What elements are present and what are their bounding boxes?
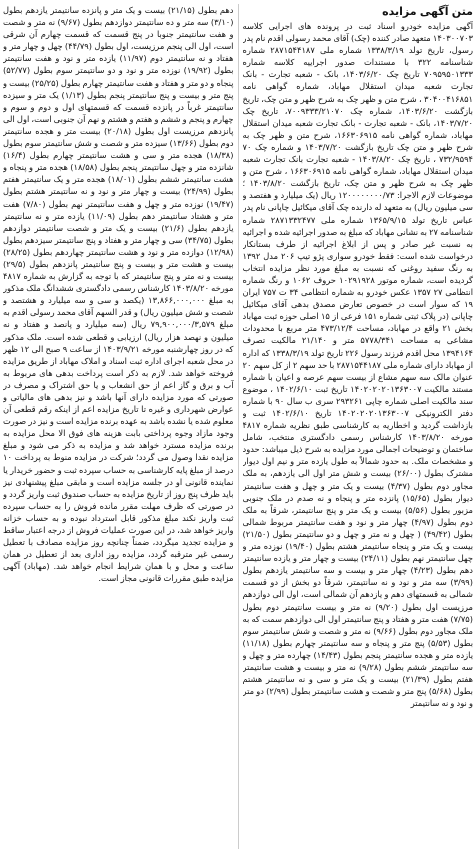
left-column <box>3 4 234 849</box>
left-column-text: دهم بطول (۲۱/۱۵) بیست و یک متر و پانزده سانتیمتر یازدهم بطول (۳/۱۰) سه متر و ده سانتیمتر دوازدهم بطول (۹/۶۷) نه متر و شصت و هفت سانتیمتر جنوبا در پنج قسمت که قسمت چهارم آن شرقی است، اول الی پنجم مرزیست، اول بطول (۴۴/۷۹) چهل و چهار متر و هفتاد و نه سانتیمتر دوم (۱۱/۹۷) یازده متر و نود و هفت سانتیمتر بطول (۱۹/۹۲) نوزده متر و نود و دو سانتیمتر سوم بطول (۵۲/۷۷) پنجاه و دو متر و هفتاد و هفت سانتیمتر چهارم بطول (۲۵/۲۵) بیست و پنج متر و بیست و پنج سانتیمتر پنجم بطول (۱/۱۳) یک متر و سیزده سانتیمتر غرباً در پانزده قسمت که قسمتهای اول و دوم و سوم و چهارم و پنجم و ششم و هفتم و هشتم و نهم آن جنوبی است، اول الی پانزدهم مرزیست اول بطول (۲۰/۱۸) بیست متر و هجده سانتیمتر دوم بطول (۱۳/۶۶) سیزده متر و شصت و شش سانتیمتر سوم بطول (۱۸/۳۸) هجده متر و سی و هشت سانتیمتر چهارم بطول (۱۶/۴) شانزده متر و چهل سانتیمتر پنجم بطول (۱۸/۵۸) هجده متر و پنجاه و هشت سانتیمتر ششم بطول (۱۸/۰۱) هجده متر و یک سانتیمتر هفتم بطول (۲۴/۹۹) بیست و چهار متر و نود و نه سانتیمتر هشتم بطول (۱۹/۴۷) نوزده متر و چهل و هفت سانتیمتر نهم بطول (۷/۸۰) هفت متر و هشتاد سانتیمتر دهم بطول (۱۱/۰۹) یازده متر و نه سانتیمتر یازدهم بطول (۲۱/۶) بیست و یک متر و شصت سانتیمتر دوازدهم بطول (۳۴/۷۵) سی و چهار متر و هفتاد و پنج سانتیمتر سیزدهم بطول (۱۲/۹۸) دوازده متر و نود و هشت سانتیمتر چهاردهم بطول (۲۸/۲۵) بیست و هشت متر و بیست و پنج سانتیمتر پانزدهم بطول (۲۹/۵) بیست و نه متر و پنج سانتیمتر که با توجه به گزارش به شماره ۴۸۱۷ مورخه ۱۴۰۳/۸/۲۰ کارشناس رسمی دادگستری ششدانگ ملک مذکور به مبلغ ۱۳,۸۶۶,۰۰۰,۰۰۰ (یکصد و سی و سه میلیارد و هشتصد و شصت و شش میلیون ریال) و قدر السهم آقای محمد رسولی اقدم به مبلغ ۷۹,۹۰۰,۰۰۰/۳,۵۷۹ ریال (سه میلیارد و پانصد و هفتاد و نه میلیون و نهصد هزار ریال) ارزیابی و قطعی شده است. ملک مذکور که در روز چهارشنبه مورخه ۱۴۰۳/۹/۲۱ از ساعت ۹ صبح الی ۱۲ ظهر در محل شعبه اجرای اداره ثبت اسناد و املاک مهاباد از طریق مزایده فروخته خواهد شد. لازم به ذکر است پرداخت بدهی های مربوط به آب و برق و گاز اعم از حق انشعاب و یا حق اشتراک و مصرف در صورتی که مورد مزایده دارای آنها باشد و نیز بدهی های مالیاتی و عوارض شهرداری و غیره تا تاریخ مزایده اعم از اینکه رقم قطعی آن معلوم شده یا نشده باشد به عهده برنده مزایده است و نیز در صورت وجود مازاد وجوه پرداختی بابت هزینه های فوق الا محل مزایده به برنده مزایده مسترد خواهد شد و مزایده به ذکر می شود و مبلغ مزایده نقدا وصول می گردد؛ شرکت در مزایده منوط به پرداخت ۱۰ درصد از مبلغ پایه کارشناسی به حساب سپرده ثبت و حضور خریدار یا نماینده قانونی او در جلسه مزایده است و مابقی مبلغ پیشنهادی نیز باید ظرف پنج روز از تاریخ مزایده به حساب صندوق ثبت واریز گردد و در صورتی که ظرف مهلت مقرر مانده فروش را به حساب سپرده ثبت واریز نکند مبلغ مذکور قابل استرداد نبوده و به حساب خزانه واریز خواهد شد، در این صورت عملیات فروش از درجه اعتبار ساقط و مزایده تجدید میگردد، ضمناً چنانچه روز مزایده مصادف با تعطیل رسمی غیر مترقبه گردد، مزایده روز اداری بعد از تعطیل در همان ساعت و محل و با همان شرایط انجام خواهد شد. (مهاباد) آگهی مزایده طبق مقررات قانونی مجاز است. <box>3 5 234 584</box>
right-column-text: آگهی مزایده خودرو اسناد ثبت در پرونده های اجرایی کلاسه ۱۴۰۳۰۰۷۰۳ متعهد صادر کننده (چک) آقای محمد رسولی اقدم نام پدر رسول، تاریخ تولد ۱۳۳۸/۳/۱۹ شماره ملی ۲۸۷۱۵۴۴۱۸۷ شماره شناسنامه ۳۲۲ با مستندات صدور اجراییه کلاسه شماره ۷۰۹۵۹۵۰۱۳۳۳ تاریخ چک ۱۴۰۳/۶/۲۰، بانک - شعبه تجارت - بانک تجارت شعبه میدان استقلال مهاباد، شماره گواهی نامه ۳۰۴۰۰۴۱۶۸۵۱ ، شرح متن و ظهر چک به شرح ظهر و متن چک، تاریخ بازگشت ۱۴۰۳/۶/۲۰، شماره چک ۷۰۰۹۳۳۳/۲۱۰۷۰، تاریخ چک ۱۴۰۳/۷/۲۰، بانک - شعبه تجارت - بانک تجارت شعبه میدان استقلال مهاباد، شماره گواهی نامه ۱۶۶۳۰۶۹۱۵، شرح متن و ظهر چک به شرح ظهر و متن چک تاریخ بازگشت ۱۴۰۳/۷/۲۰ و شماره چک ۷۰ ۷۳۲/۹۵۹۴ ، تاریخ چک ۱۴۰۳/۸/۲۰ - شعبه تجارت بانک تجارت شعبه میدان استقلال مهاباد، شماره گواهی نامه ۱۶۶۳۰۶۹۱۵ ، شرح متن و ظهر چک به شرح ظهر و متن چک، تاریخ بازگشت ۱۴۰۳/۸/۲۰ ؛ موضوعات لازم الاجرا: ۱۲۰۰۰۰۰۰۰۰/۷۳ ریال (یک میلیارد و هفتصد و سی میلیون ریال) به متعهد له دارنده چک آقای میکائیل چاپانی نام پدر عباس تاریخ تولد ۱۳۶۵/۹/۱۵ شماره ملی ۲۸۷۱۳۳۲۴۷۷ شماره شناسنامه ۲۷ به نشانی مهاباد که مبلغ به صدور اجرائیه شده و اجرائیه به نسبت غیر صادر و پس از ابلاغ اجرائیه از طرف بستانکار درخواست شده است: فقط خودرو سواری پژو تیپ ۲۰۶ مدل ۱۳۹۲ به رنگ سفید روغنی که نسبت به مبلغ مورد نظر مزایده انتخاب گردیده است، شماره موتور ۱۰۲۹۱۹۲۸ حروف ۱۰۶۲ و رنگ شماره انتظامی ۲۷ ۱۳۵۷ عکس خودرو به شماره انتظامی ۳۴ ت ۷۵۷ ایران ۱۹ که سوار است در خصوص تعارض مصدق بدهی آقای میکائیل چاپانی (در پلاک ثبتی شماره ۱۵۱ فرعی از ۱۵ اصلی حوزه ثبت مهاباد بخش ۲۱ واقع در مهاباد، مساحت ۴۷۳/۱۲/۴ متر مربع با محدودات مشاعی به مساحت ۵۷۷۸/۳۴۱ متر و ۲۱/۱۴۰ مالکیت تصرف ۱۳۹۴۱۶۴ محل اقدم فرزند رسول ۲۲۶ تاریخ تولد ۱۳۳۸/۳/۱۹ که اداره از مهاباد دارای شماره ملی ۲۸۷۱۵۴۴۱۸۷ با حد سهم ۲ از کل سهم ۲۰ عنوان مالک سه سهم مشاع از بیست سهم عرصه و اعیان با شماره مستند مالکیت ۱۴۰۲۰۲۰۲۰۱۳۶۳۰۰۷ تاریخ ثبت ۱۴۰۲/۶/۱۰ ، موضوع سند مالکیت اصلی شماره چاپی ۲۹۳۲۶۱ سری ب سال ۹۰ با شماره دفتر الکترونیکی ۱۴۰۲۰۲۰۲۰۱۳۶۳۰۰۷ تاریخ ۱۴۰۲/۶/۱۰ ثبت و بازداشت گردید و اخطاریه به کارشناسی طبق نظریه شماره ۴۸۱۷ مورخه ۱۴۰۳/۸/۲۰ کارشناس رسمی دادگستری منتخب، شامل ساختمان و توضیحات اجمالی مورد مزایده به شرح ذیل میباشد: حدود و مشخصات ملک. به حدود شمالاً به طول یازده متر و نیم اول دیوار مشترک بطول (۲۶/۰۰) بیست و شش متر اول الی یازدهم، به ملک مجاور دوم بطول (۴/۳۷) بیست و یک متر و چهل و هفت سانتیمتر دیوار بطول (۱۵/۶۵) پانزده متر و پنجاه و نه صدم در ملک جنوبی مزبور بطول (۵/۵۶) بیست و یک متر و پنج سانتیمتر، شرقاً به ملک دوم بطول (۴/۹۷) چهار متر و نود و هفت سانتیمتر مربوط شمالی بطول (۴۹/۴۲) ( چهل و نه متر و چهل و دو سانتیمتر بطول (۲۱/۵۰) بیست و یک متر و پنجاه سانتیمتر هشتم بطول (۱۹/۴۰) نوزده متر و چهل سانتیمتر نهم بطول (۲۴/۱۱) بیست و چهار متر و یازده سانتیمتر دهم بطول (۴/۲۳) چهار متر و بیست و سه سانتیمتر یازدهم بطول (۳/۹۹) سه متر و نود و نه سانتیمتر، شرقاً دو بخش از دو قسمت شمالی به قسمتهای دهم و یازدهم آن شمالی است، اول الی دوازدهم مرزیست اول بطول (۹/۲۰) نه متر و بیست سانتیمتر دوم بطول (۷/۷۵) هفت متر و هفتاد و پنج سانتیمتر اول الی دوازدهم سمت که به ملک مجاور دوم بطول (۹/۶۶) نه متر و شصت و شش سانتیمتر سوم بطول (۵/۵۳) پنج متر و پنجاه و سه سانتیمتر چهارم بطول (۱۱/۱۸) یازده متر و هجده سانتیمتر پنجم بطول (۱۴/۴۳) چهارده متر و چهل و سه سانتیمتر ششم بطول (۹/۲۸) نه متر و بیست و هشت سانتیمتر هفتم بطول (۲۱/۳۹) بیست و یک متر و سی و نه سانتیمتر هشتم بطول (۵/۶۸) پنج متر و شصت و هشت سانتیمتر بطول (۲/۹۹) دو متر و نود و نه سانتیمتر <box>242 21 473 709</box>
ad-title: متن آگهی مزایده <box>382 5 473 18</box>
text-columns <box>3 4 473 849</box>
column-divider <box>238 4 239 849</box>
right-column <box>243 4 474 849</box>
